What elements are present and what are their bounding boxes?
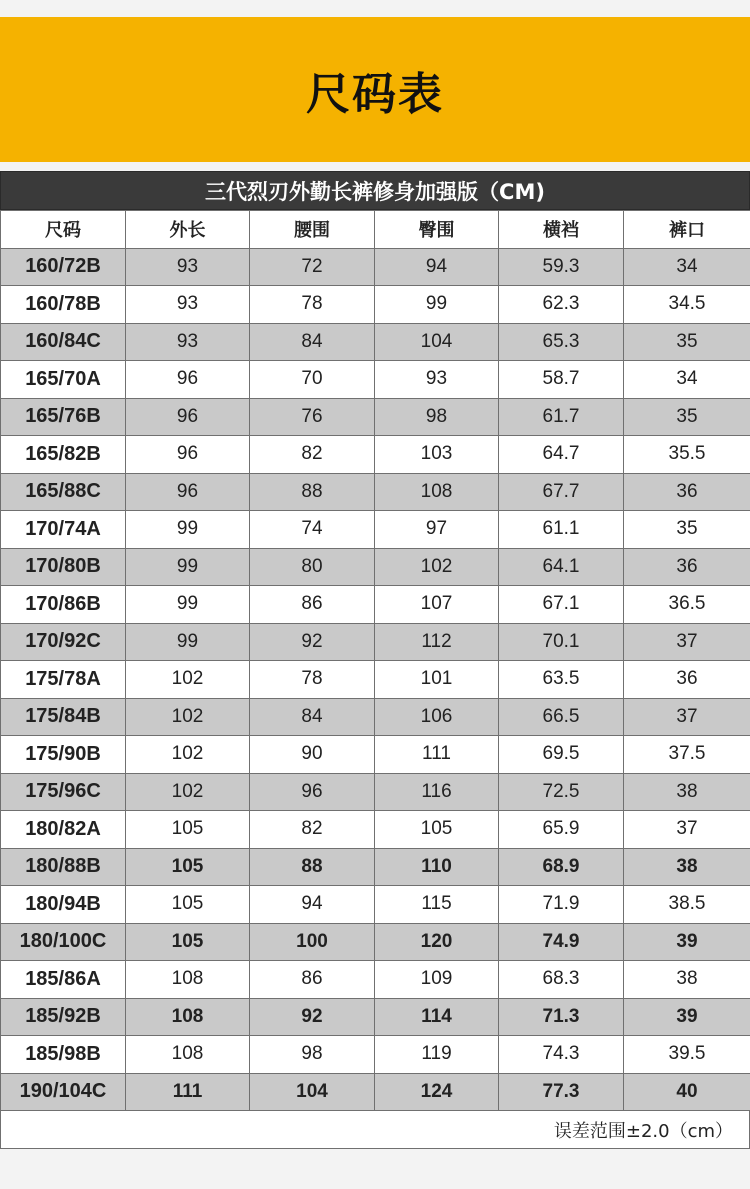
- measurement-cell: 92: [250, 623, 375, 661]
- measurement-cell: 99: [126, 623, 250, 661]
- measurement-cell: 108: [375, 473, 499, 511]
- measurement-cell: 61.7: [499, 398, 624, 436]
- measurement-cell: 112: [375, 623, 499, 661]
- measurement-cell: 82: [250, 436, 375, 474]
- measurement-cell: 35: [624, 323, 750, 361]
- measurement-cell: 104: [375, 323, 499, 361]
- measurement-cell: 34.5: [624, 286, 750, 324]
- title-banner: [0, 17, 750, 162]
- measurement-cell: 93: [126, 323, 250, 361]
- measurement-cell: 99: [126, 548, 250, 586]
- measurement-cell: 111: [126, 1073, 250, 1111]
- size-cell: 165/70A: [1, 361, 126, 399]
- measurement-cell: 84: [250, 323, 375, 361]
- measurement-cell: 36: [624, 661, 750, 699]
- measurement-cell: 72: [250, 248, 375, 286]
- measurement-cell: 104: [250, 1073, 375, 1111]
- measurement-cell: 99: [126, 586, 250, 624]
- measurement-cell: 96: [126, 398, 250, 436]
- column-header-outer-length: 外长: [126, 211, 250, 249]
- measurement-cell: 38: [624, 773, 750, 811]
- measurement-cell: 84: [250, 698, 375, 736]
- measurement-cell: 67.7: [499, 473, 624, 511]
- size-cell: 170/80B: [1, 548, 126, 586]
- measurement-cell: 70: [250, 361, 375, 399]
- measurement-cell: 93: [375, 361, 499, 399]
- measurement-cell: 88: [250, 473, 375, 511]
- measurement-cell: 102: [375, 548, 499, 586]
- measurement-cell: 35: [624, 398, 750, 436]
- table-row: [1, 248, 750, 286]
- measurement-cell: 82: [250, 811, 375, 849]
- measurement-cell: 98: [375, 398, 499, 436]
- measurement-cell: 68.9: [499, 848, 624, 886]
- column-header-hip: 臀围: [375, 211, 499, 249]
- measurement-cell: 37: [624, 811, 750, 849]
- measurement-cell: 105: [126, 923, 250, 961]
- measurement-cell: 115: [375, 886, 499, 924]
- measurement-cell: 78: [250, 661, 375, 699]
- measurement-cell: 38: [624, 961, 750, 999]
- table-row: [1, 848, 750, 886]
- measurement-cell: 102: [126, 773, 250, 811]
- measurement-cell: 101: [375, 661, 499, 699]
- size-cell: 185/86A: [1, 961, 126, 999]
- measurement-cell: 120: [375, 923, 499, 961]
- measurement-cell: 58.7: [499, 361, 624, 399]
- table-row: [1, 698, 750, 736]
- size-cell: 185/92B: [1, 998, 126, 1036]
- table-row: [1, 436, 750, 474]
- measurement-cell: 37: [624, 698, 750, 736]
- measurement-cell: 69.5: [499, 736, 624, 774]
- measurement-cell: 107: [375, 586, 499, 624]
- measurement-cell: 80: [250, 548, 375, 586]
- size-cell: 175/78A: [1, 661, 126, 699]
- measurement-cell: 70.1: [499, 623, 624, 661]
- measurement-cell: 37.5: [624, 736, 750, 774]
- measurement-cell: 36: [624, 473, 750, 511]
- size-cell: 175/90B: [1, 736, 126, 774]
- table-row: [1, 1073, 750, 1111]
- measurement-cell: 114: [375, 998, 499, 1036]
- measurement-cell: 39.5: [624, 1036, 750, 1074]
- measurement-cell: 86: [250, 961, 375, 999]
- size-cell: 165/82B: [1, 436, 126, 474]
- measurement-cell: 103: [375, 436, 499, 474]
- measurement-cell: 102: [126, 661, 250, 699]
- measurement-cell: 105: [375, 811, 499, 849]
- measurement-cell: 74: [250, 511, 375, 549]
- measurement-cell: 109: [375, 961, 499, 999]
- measurement-cell: 62.3: [499, 286, 624, 324]
- measurement-cell: 102: [126, 736, 250, 774]
- size-cell: 190/104C: [1, 1073, 126, 1111]
- size-cell: 165/76B: [1, 398, 126, 436]
- measurement-cell: 39: [624, 998, 750, 1036]
- measurement-cell: 63.5: [499, 661, 624, 699]
- measurement-cell: 90: [250, 736, 375, 774]
- measurement-cell: 93: [126, 286, 250, 324]
- table-row: [1, 623, 750, 661]
- size-cell: 160/84C: [1, 323, 126, 361]
- table-row: [1, 961, 750, 999]
- measurement-cell: 61.1: [499, 511, 624, 549]
- measurement-cell: 36: [624, 548, 750, 586]
- measurement-cell: 77.3: [499, 1073, 624, 1111]
- measurement-cell: 100: [250, 923, 375, 961]
- measurement-cell: 68.3: [499, 961, 624, 999]
- measurement-cell: 96: [250, 773, 375, 811]
- table-row: [1, 323, 750, 361]
- measurement-cell: 40: [624, 1073, 750, 1111]
- table-row: [1, 1036, 750, 1074]
- table-row: [1, 548, 750, 586]
- size-cell: 165/88C: [1, 473, 126, 511]
- table-row: [1, 286, 750, 324]
- measurement-cell: 108: [126, 998, 250, 1036]
- measurement-cell: 35.5: [624, 436, 750, 474]
- measurement-cell: 105: [126, 811, 250, 849]
- measurement-cell: 99: [375, 286, 499, 324]
- table-row: [1, 473, 750, 511]
- size-table: [0, 210, 750, 1111]
- measurement-cell: 94: [250, 886, 375, 924]
- measurement-cell: 92: [250, 998, 375, 1036]
- measurement-cell: 88: [250, 848, 375, 886]
- table-row: [1, 736, 750, 774]
- table-row: [1, 998, 750, 1036]
- measurement-cell: 65.3: [499, 323, 624, 361]
- tolerance-note: 误差范围±2.0（cm）: [0, 1111, 750, 1149]
- table-title: 三代烈刃外勤长裤修身加强版（CM): [0, 171, 750, 210]
- table-row: [1, 923, 750, 961]
- measurement-cell: 34: [624, 361, 750, 399]
- measurement-cell: 102: [126, 698, 250, 736]
- measurement-cell: 74.9: [499, 923, 624, 961]
- table-body: [1, 248, 750, 1111]
- size-cell: 180/82A: [1, 811, 126, 849]
- measurement-cell: 119: [375, 1036, 499, 1074]
- table-row: [1, 811, 750, 849]
- measurement-cell: 35: [624, 511, 750, 549]
- size-cell: 175/84B: [1, 698, 126, 736]
- measurement-cell: 86: [250, 586, 375, 624]
- measurement-cell: 111: [375, 736, 499, 774]
- table-row: [1, 398, 750, 436]
- measurement-cell: 93: [126, 248, 250, 286]
- measurement-cell: 99: [126, 511, 250, 549]
- measurement-cell: 108: [126, 1036, 250, 1074]
- column-header-hem: 裤口: [624, 211, 750, 249]
- measurement-cell: 76: [250, 398, 375, 436]
- size-cell: 160/78B: [1, 286, 126, 324]
- measurement-cell: 96: [126, 436, 250, 474]
- size-cell: 185/98B: [1, 1036, 126, 1074]
- measurement-cell: 74.3: [499, 1036, 624, 1074]
- size-cell: 170/92C: [1, 623, 126, 661]
- measurement-cell: 64.7: [499, 436, 624, 474]
- measurement-cell: 72.5: [499, 773, 624, 811]
- measurement-cell: 94: [375, 248, 499, 286]
- measurement-cell: 78: [250, 286, 375, 324]
- column-header-waist: 腰围: [250, 211, 375, 249]
- column-header-crotch: 横裆: [499, 211, 624, 249]
- table-row: [1, 361, 750, 399]
- measurement-cell: 116: [375, 773, 499, 811]
- measurement-cell: 64.1: [499, 548, 624, 586]
- measurement-cell: 66.5: [499, 698, 624, 736]
- measurement-cell: 110: [375, 848, 499, 886]
- measurement-cell: 96: [126, 361, 250, 399]
- measurement-cell: 67.1: [499, 586, 624, 624]
- size-chart: [0, 171, 750, 1149]
- size-cell: 180/100C: [1, 923, 126, 961]
- measurement-cell: 65.9: [499, 811, 624, 849]
- size-cell: 170/86B: [1, 586, 126, 624]
- measurement-cell: 105: [126, 848, 250, 886]
- measurement-cell: 38.5: [624, 886, 750, 924]
- table-row: [1, 886, 750, 924]
- measurement-cell: 98: [250, 1036, 375, 1074]
- size-cell: 175/96C: [1, 773, 126, 811]
- measurement-cell: 71.3: [499, 998, 624, 1036]
- size-cell: 180/94B: [1, 886, 126, 924]
- table-header-row: [1, 211, 750, 249]
- measurement-cell: 106: [375, 698, 499, 736]
- table-row: [1, 586, 750, 624]
- measurement-cell: 97: [375, 511, 499, 549]
- table-row: [1, 661, 750, 699]
- table-row: [1, 773, 750, 811]
- measurement-cell: 36.5: [624, 586, 750, 624]
- measurement-cell: 37: [624, 623, 750, 661]
- size-cell: 180/88B: [1, 848, 126, 886]
- measurement-cell: 96: [126, 473, 250, 511]
- measurement-cell: 38: [624, 848, 750, 886]
- size-cell: 170/74A: [1, 511, 126, 549]
- measurement-cell: 34: [624, 248, 750, 286]
- size-cell: 160/72B: [1, 248, 126, 286]
- measurement-cell: 59.3: [499, 248, 624, 286]
- page-title: 尺码表: [306, 68, 444, 120]
- measurement-cell: 71.9: [499, 886, 624, 924]
- measurement-cell: 108: [126, 961, 250, 999]
- table-row: [1, 511, 750, 549]
- measurement-cell: 105: [126, 886, 250, 924]
- column-header-size: 尺码: [1, 211, 126, 249]
- measurement-cell: 39: [624, 923, 750, 961]
- measurement-cell: 124: [375, 1073, 499, 1111]
